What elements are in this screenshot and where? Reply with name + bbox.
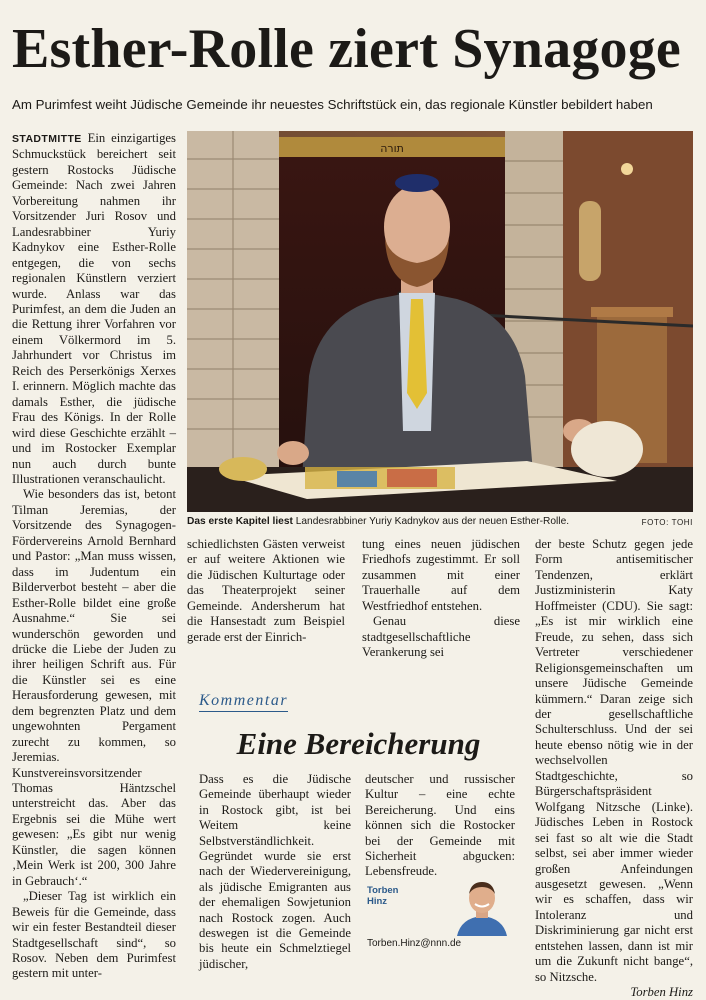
paragraph-verankerung: Genau diese stadtgesellschaftliche Verankerung sei (362, 614, 520, 660)
paragraph-intro: Ein einzigartiges Schmuckstück bereichert seit gestern Rostocks Jüdische Gemeinde: Nach zwei Jahren Vorbereitung nahmen ihr Vorsitzender Juri Rosov und Landesrabbiner Yuriy Kadnykov eine Esther-Rolle entgegen, die von sechs regionalen Künstlern verziert wurde. Anlass war das Purimfest, an dem die Juden an die Rettung ihrer Vorfahren vor einem Völkermord im 5. Jahrhundert vor Christus im Reich des Perserkönigs Xerxes I. erinnern. Möglich machte das damals Esther, die jüdische Frau des Königs. In der Rolle wird diese Geschichte erzählt – und im Rostocker Exemplar nun auch durch bunte Illustrationen veranschaulicht. (12, 131, 176, 486)
article-column-4 (535, 537, 693, 1000)
kommentar-title: Eine Bereicherung (236, 726, 481, 761)
article-column-3 (362, 537, 520, 661)
author-email: Torben.Hinz@nnn.de (367, 938, 462, 949)
kommentar-column-1: Dass es die Jüdische Gemeinde überhaupt wieder in Rostock gibt, ist bei Weitem keine Selbstverständlichkeit. Gegründet wurde sie erst nach der Wiedervereinigung, als jüdische Emigranten aus der ehemaligen Sowjetunion nach Rostock zogen. Auch deswegen ist die Gemeinde bis heute ein Schmelztiegel jüdischer, (199, 772, 351, 971)
ark-inscription: תורה (380, 142, 404, 155)
caption-text: Landesrabbiner Yuriy Kadnykov aus der neuen Esther-Rolle. (292, 516, 570, 527)
paragraph-jeremias: Wie besonders das ist, betont Tilman Jeremias, der Vorsitzende des Synagogen-Fördervereins Arnold Bernhard und Pastor: „Man muss wissen, dass im Judentum ein Bilderverbot besteht – aber die Esther-Rolle bildet eine große Ausnahme.“ Sie sei wunderschön geworden und drücke die Liebe der Juden zu ihrer heiligen Schrift aus. Für die Künstler sei es eine Herausforderung gewesen, mit dem begrenzten Platz und dem ungewohnten Pergament zurecht zu kommen, so Jeremias. Kunstvereinsvorsitzender Thomas Häntzschel unterstreicht das. Aber das Ergebnis sei die Mühe wert gewesen: „Es gibt nur wenig Künstler, die sagen können ‚Mein Werk ist 200, 300 Jahre in Gebrauch‘.“ (12, 487, 176, 888)
paragraph-friedhof: tung eines neuen jüdischen Friedhofs zugestimmt. Er soll zusammen mit einer Trauerhalle auf dem Westfriedhof entstehen. (362, 537, 520, 613)
photo-credit: FOTO: TOHI (641, 518, 693, 527)
article-column-1 (12, 131, 176, 982)
article-column-2 (187, 537, 345, 645)
article-photo (187, 131, 693, 512)
paragraph-hoffmeister: der beste Schutz gegen jede Form antisemitischer Tendenzen, erklärt Justizministerin Katy Hoffmeister (CDU). Sie sagt: „Es ist mir wirklich eine Freude, zu sehen, dass sich Vertreter verschiedener Religionsgemeinschaften um unsere Jüdische Gemeinde kümmern.“ Daran zeige sich der gesellschaftliche Schulterschluss. Und der sei heute ebenso nötig wie in der wechselvollen Stadtgeschichte, so Bürgerschaftspräsident Wolfgang Nitzsche (Linke). Jüdisches Leben in Rostock sei fast so alt wie die Stadt selbst, sei aber immer wieder großen Anfeindungen ausgesetzt gewesen. „Wenn wir es schaffen, dass wir Intoleranz und Diskriminierung gar nicht erst entstehen lassen, dann ist mir um die Zukunft nicht bange“, so Nitzsche. (535, 537, 693, 984)
author-first-name: Torben (367, 885, 399, 896)
dateline: STADTMITTE (12, 133, 82, 145)
caption-lead: Das erste Kapitel liest (187, 516, 293, 527)
kommentar-box (187, 680, 530, 971)
kommentar-column-2: deutscher und russischer Kultur – eine echte Bereicherung. Und eins können sich die Rostocker bei der Gemeinde mit Sicherheit abgucken: Lebensfreude. (365, 772, 515, 879)
photo-caption (187, 515, 693, 528)
kommentar-author (367, 876, 530, 949)
subheadline: Am Purimfest weiht Jüdische Gemeinde ihr neuestes Schriftstück ein, das regionale Künstler bebildert haben (12, 97, 653, 112)
paragraph-col2: schiedlichsten Gästen verweist er auf weitere Aktionen wie die Jüdischen Kulturtage oder das Theaterprojekt seiner Gemeinde. Andersherum hat die Hansestadt zum Beispiel gerade erst der Einrich- (187, 537, 345, 644)
article-signature: Torben Hinz (630, 985, 693, 1000)
author-name (367, 885, 427, 907)
author-avatar (451, 876, 513, 936)
kommentar-label: Kommentar (199, 692, 288, 712)
headline: Esther-Rolle ziert Synagoge (12, 18, 681, 80)
paragraph-rosov: „Dieser Tag ist wirklich ein Beweis für die Gemeinde, dass wir ein fester Bestandteil dieser Stadtgesellschaft sind“, so Rosov. Neben dem Purimfest gestern mit unter- (12, 889, 176, 981)
author-last-name: Hinz (367, 896, 388, 907)
